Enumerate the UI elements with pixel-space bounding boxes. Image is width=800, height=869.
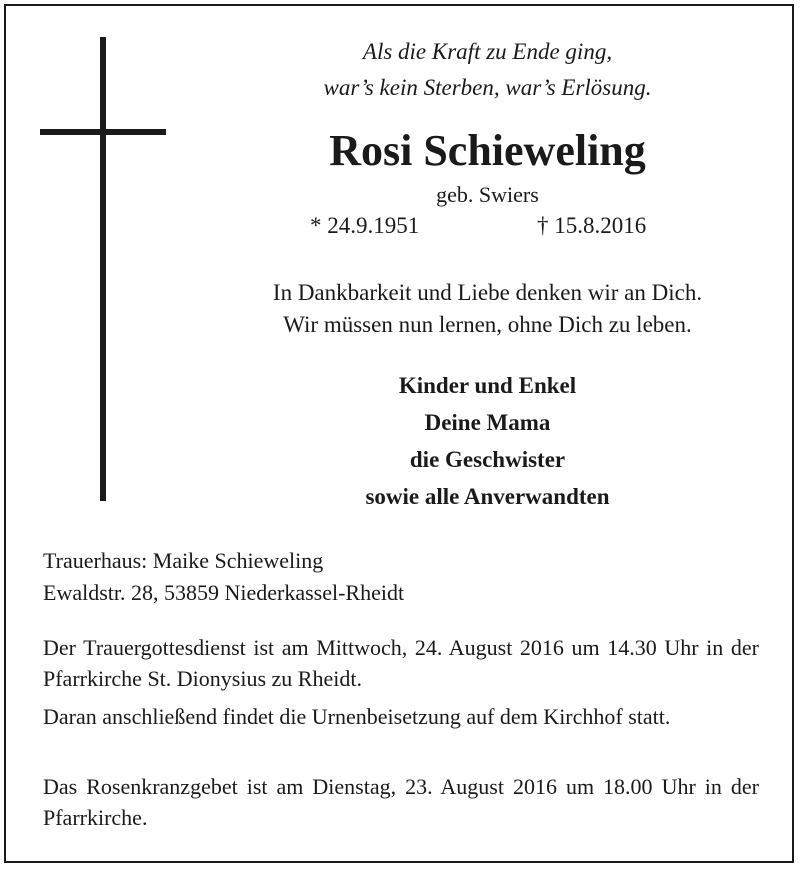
burial-paragraph: Daran anschließend findet die Urnenbeisetzung auf dem Kirchhof statt. [43, 704, 671, 729]
mourning-house-line-2: Ewaldstr. 28, 53859 Niederkassel-Rheidt [43, 580, 405, 605]
service-paragraph: Der Trauergottesdienst ist am Mittwoch, 24. August 2016 um 14.30 Uhr in der Pfarrkirche St. Dionysius zu Rheidt. [43, 635, 759, 691]
thanks-line-2: Wir müssen nun lernen, ohne Dich zu leben. [283, 312, 692, 337]
thanks-text [190, 277, 785, 341]
motto-line-2: war’s kein Sterben, war’s Erlösung. [323, 75, 652, 100]
cross-horizontal-bar [40, 129, 166, 135]
signer-item: sowie alle Anverwandten [365, 484, 610, 509]
signer-item: Deine Mama [424, 410, 551, 435]
signer-item: die Geschwister [409, 447, 566, 472]
rosary-paragraph: Das Rosenkranzgebet ist am Dienstag, 23. August 2016 um 18.00 Uhr in der Pfarrkirche. [43, 774, 759, 830]
life-dates [190, 211, 785, 241]
motto-line-1: Als die Kraft zu Ende ging, [362, 39, 613, 64]
birth-date: * 24.9.1951 [310, 213, 420, 238]
cross-vertical-bar [100, 37, 106, 501]
motto [190, 34, 785, 106]
mourning-house-line-1: Trauerhaus: Maike Schieweling [43, 548, 324, 573]
signers-list [190, 367, 785, 515]
deceased-name: Rosi Schieweling [329, 126, 646, 175]
thanks-line-1: In Dankbarkeit und Liebe denken wir an Dich. [272, 280, 703, 305]
mourning-house [43, 545, 404, 609]
born-name: geb. Swiers [436, 182, 539, 207]
signer-item: Kinder und Enkel [398, 373, 577, 398]
death-date: † 15.8.2016 [537, 213, 647, 238]
